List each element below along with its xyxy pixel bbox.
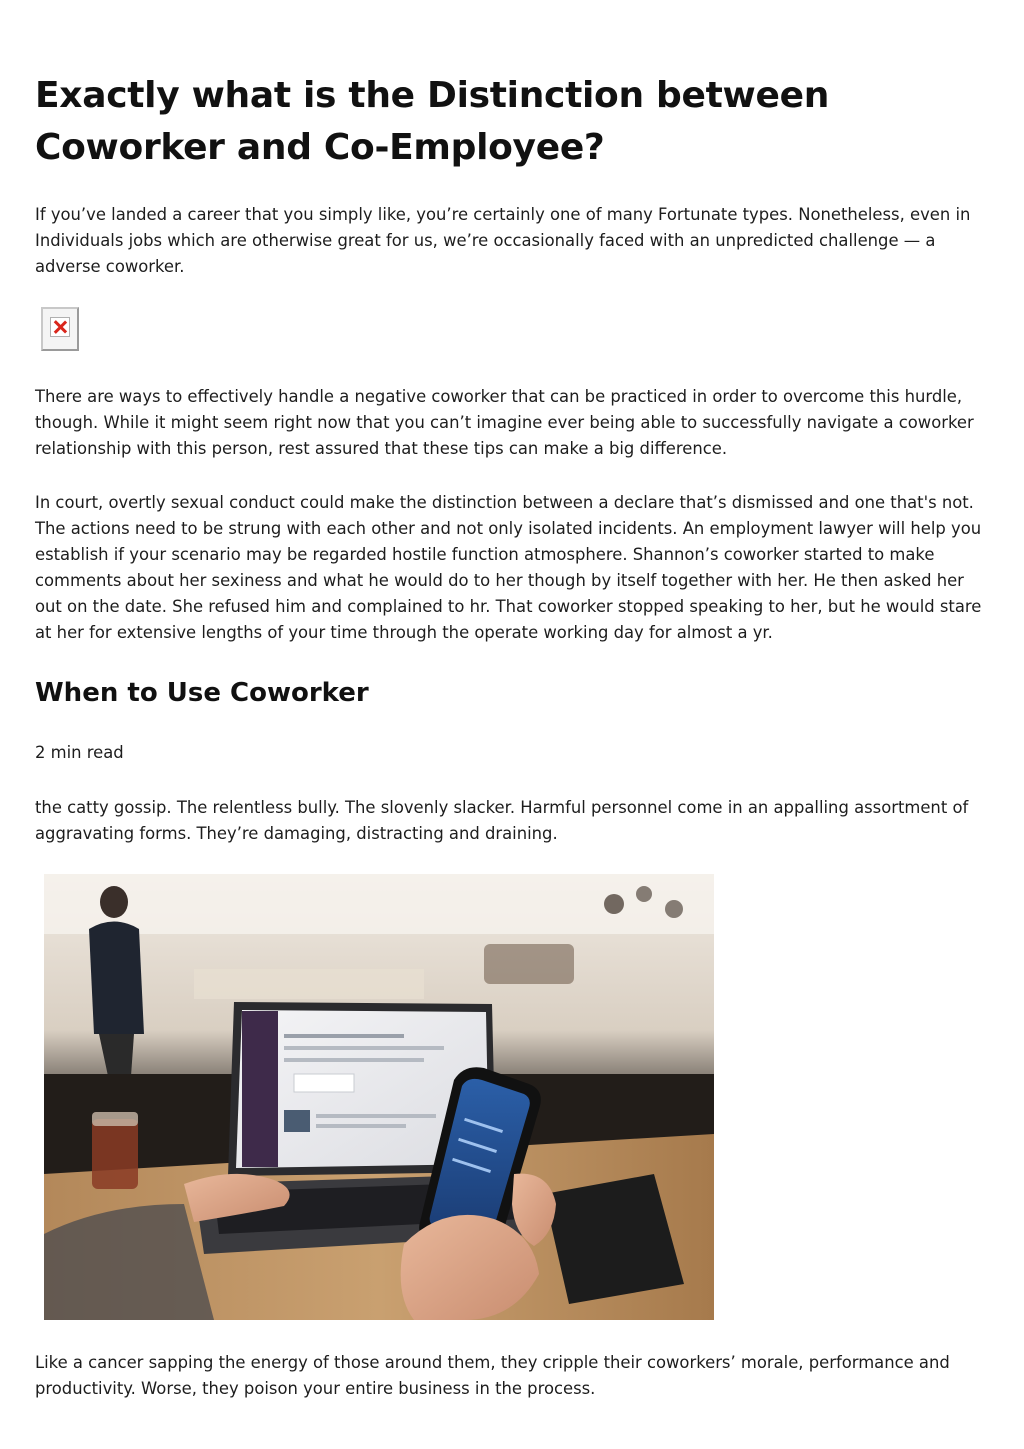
ways-paragraph: There are ways to effectively handle a negative coworker that can be practiced in order to overcome this hurdle, though. While it might seem right now that you can’t imagine ever being able to successfully navigate a coworker relationship with this person, rest assured that these tips can make a big difference.	[35, 387, 974, 458]
broken-image-icon	[41, 307, 79, 351]
cancer-paragraph: Like a cancer sapping the energy of those around them, they cripple their coworkers’ morale, performance and productivity. Worse, they poison your entire business in the process.	[35, 1353, 950, 1398]
court-paragraph: In court, overtly sexual conduct could make the distinction between a declare that’s dismissed and one that's not. The actions need to be strung with each other and not only isolated incidents. An employment lawyer will help you establish if your scenario may be regarded hostile function atmosphere. Shannon’s coworker started to make comments about her sexiness and what he would do to her though by itself together with her. He then asked her out on the date. She refused him and complained to hr. That coworker stopped speaking to her, but he would stare at her for extensive lengths of your time through the operate working day for almost a yr.	[35, 493, 982, 642]
section-heading: When to Use Coworker	[35, 678, 369, 708]
broken-image-x-icon	[50, 317, 70, 337]
article-title: Exactly what is the Distinction between Coworker and Co-Employee?	[35, 75, 830, 168]
read-time: 2 min read	[35, 743, 124, 762]
intro-paragraph: If you’ve landed a career that you simply like, you’re certainly one of many Fortunate types. Nonetheless, even in Individuals jobs which are otherwise great for us, we’re occasionally faced with an unpredicted challenge — a adverse coworker.	[35, 205, 971, 276]
gossip-paragraph: the catty gossip. The relentless bully. The slovenly slacker. Harmful personnel come in an appalling assortment of aggravating forms. They’re damaging, distracting and draining.	[35, 798, 969, 843]
laptop-phone-photo	[44, 874, 714, 1320]
